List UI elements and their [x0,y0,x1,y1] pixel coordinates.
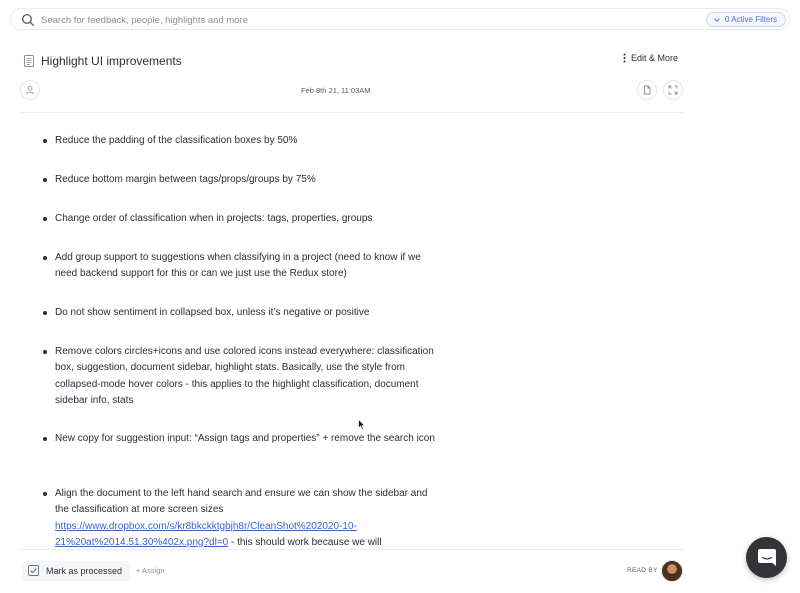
chat-icon [757,548,777,567]
document-icon [24,55,34,67]
edit-more-button[interactable] [623,53,678,63]
list-item: Remove colors circles+icons and use colored icons instead everywhere: classification box, suggestion, document sidebar, highlight stats. Basically, use the style from collapsed-mode hover colors - this applies to the highlight classification, document sidebar info, stats [55,344,440,409]
list-item: Change order of classification when in projects: tags, properties, groups [55,211,440,227]
read-by-label: READ BY [627,567,658,574]
list-item-text: Align the document to the left hand search and ensure we can show the sidebar and the classification at more screen sizes [55,488,428,516]
list-item: New copy for suggestion input: “Assign tags and properties” + remove the search icon [55,431,440,447]
list-item: Add group support to suggestions when classifying in a project (need to know if we need backend support for this or can we just use the Redux store) [55,250,440,283]
page-title: Highlight UI improvements [41,54,182,68]
dropbox-link[interactable]: https://www.dropbox.com/s/kr8bkckktgbjh8r/CleanShot%202020-10-21%20at%2014.51.30%402x.png?dl=0 [55,520,357,548]
fullscreen-button[interactable] [663,80,683,100]
search-input[interactable] [41,11,681,29]
footer-bar [18,549,684,593]
mouse-cursor-icon [358,419,366,431]
user-icon [25,85,35,95]
active-filters-label: 0 Active Filters [724,15,777,24]
assign-button[interactable]: + Assign [136,566,165,575]
mark-as-processed-label: Mark as processed [46,566,123,576]
edit-more-label: Edit & More [631,53,679,63]
search-icon [21,13,35,27]
mark-as-processed-button[interactable] [22,561,130,581]
active-filters-button[interactable] [706,12,786,27]
chat-launcher-button[interactable] [746,537,787,578]
chevron-down-icon [713,16,721,24]
document-button[interactable] [637,80,657,100]
list-item-text-after: - this should work because we will [228,536,382,548]
avatar[interactable] [661,560,683,582]
kebab-icon [623,53,626,63]
list-item: Reduce bottom margin between tags/props/groups by 75% [55,172,440,188]
list-item [55,486,440,549]
search-bar [10,8,790,30]
checkbox-check-icon [28,565,39,576]
list-item: Reduce the padding of the classification boxes by 50% [55,133,440,149]
assign-user-button[interactable] [20,80,40,100]
list-item: Do not show sentiment in collapsed box, unless it’s negative or positive [55,305,440,321]
expand-icon [668,85,678,95]
document-date: Feb 8th 21, 11:03AM [301,86,371,95]
file-icon [642,85,652,95]
document-content[interactable] [0,113,700,549]
